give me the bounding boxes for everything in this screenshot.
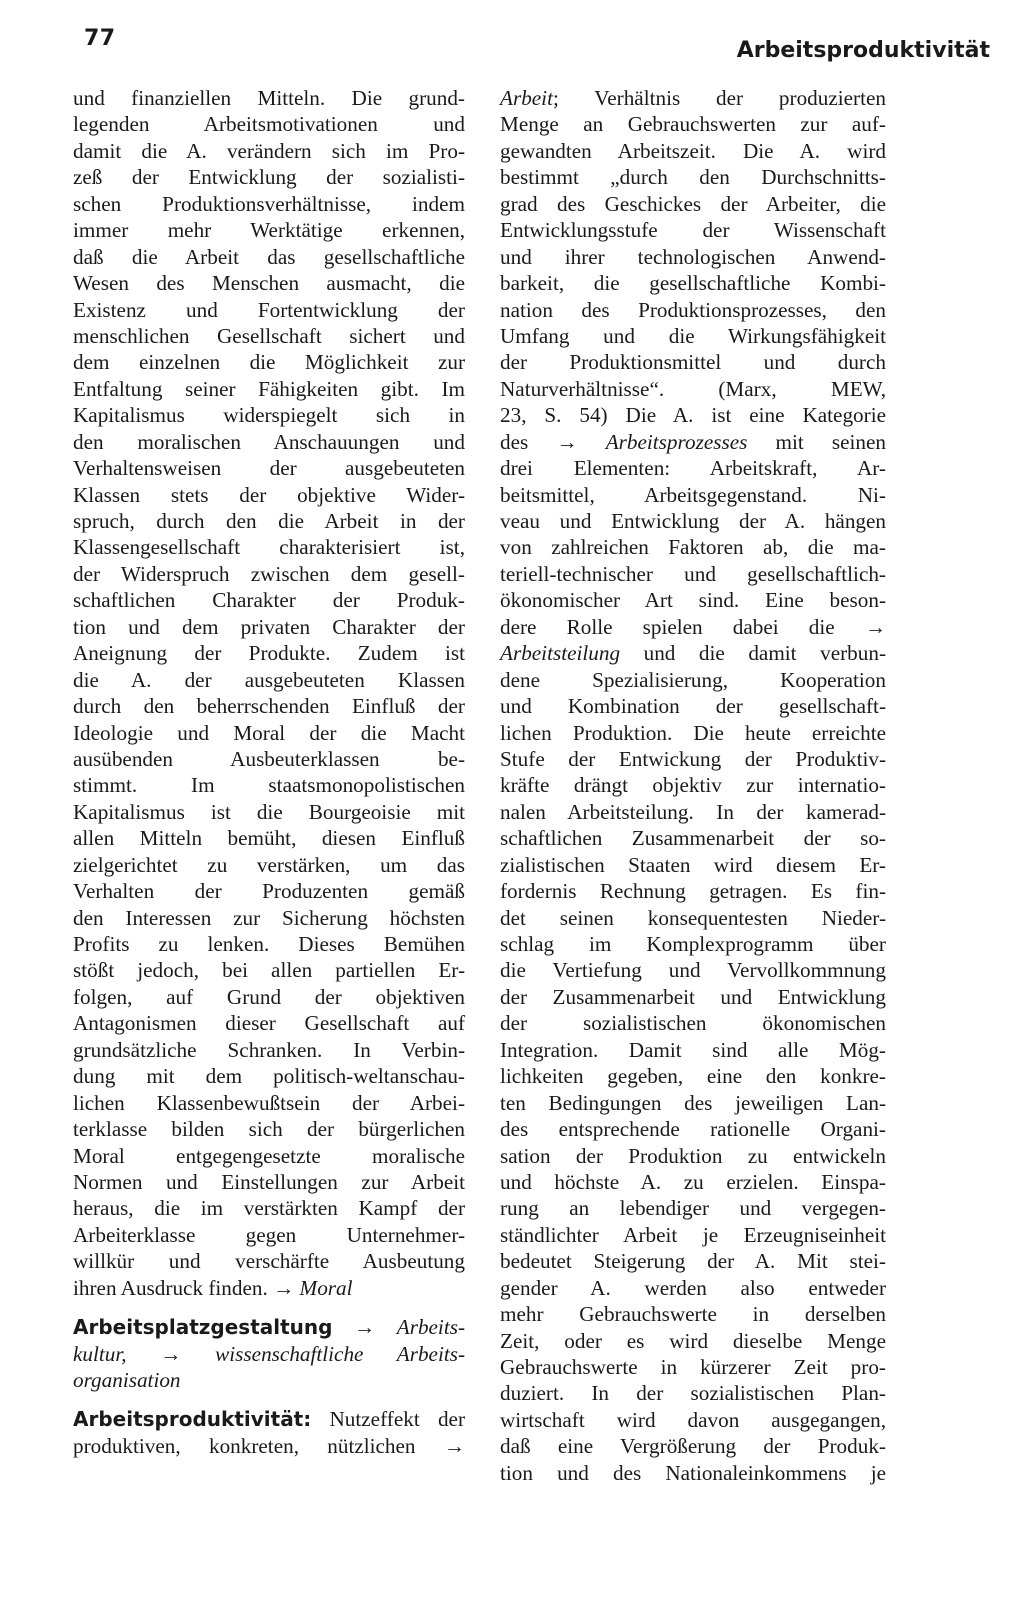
text-line: damit die A. verändern sich im Pro- — [73, 138, 465, 163]
text-line: der Produktionsmittel und durch — [500, 350, 886, 375]
text-line: Klassengesellschaft charakterisiert ist, — [73, 535, 465, 560]
text-line: mit seinen — [775, 429, 887, 454]
text-line: Entfaltung seiner Fähigkeiten gibt. Im — [73, 376, 465, 401]
text-line: Aneignung der Produkte. Zudem ist — [73, 641, 465, 666]
entry-gap — [73, 1301, 465, 1314]
arrow-icon: → — [556, 429, 578, 454]
text-line: des — [500, 429, 529, 454]
entry-heading-line — [73, 1406, 465, 1432]
text-line: gewandten Arbeitszeit. Die A. wird — [500, 138, 886, 163]
text-line: Antagonismen dieser Gesellschaft auf — [73, 1011, 465, 1036]
text-line: schen Produktionsverhältnisse, indem — [73, 191, 465, 216]
text-line: produktiven, konkreten, nützlichen — [73, 1433, 416, 1458]
text-line: stößt jedoch, bei allen partiellen Er- — [73, 958, 465, 983]
entry-term-arbeitsplatzgestaltung: Arbeitsplatzgestaltung — [73, 1315, 333, 1340]
text-line: ihren Ausdruck finden. — [73, 1275, 268, 1300]
text-line: Normen und Einstellungen zur Arbeit — [73, 1169, 465, 1194]
text-line: folgen, auf Grund der objektiven — [73, 984, 465, 1009]
text-line: Zeit, oder es wird dieselbe Menge — [500, 1328, 886, 1353]
page-number: 77 — [84, 26, 116, 51]
text-line: spruch, durch den die Arbeit in der — [73, 509, 465, 533]
text-line: durch den beherrschenden Einfluß der — [73, 694, 465, 719]
text-line: Entwicklungsstufe der Wissenschaft — [500, 218, 886, 243]
text-line: Wesen des Menschen ausmacht, die — [73, 271, 465, 296]
text-line: bedeutet Steigerung der A. Mit stei- — [500, 1249, 886, 1274]
text-line: lichen Klassenbewußtsein der Arbei- — [73, 1090, 465, 1115]
text-line: des entsprechende rationelle Organi- — [500, 1117, 886, 1142]
text-line: teriell-technischer und gesellschaftlich- — [500, 561, 886, 586]
text-line: terklasse bilden sich der bürgerlichen — [73, 1117, 465, 1142]
text-line: wirtschaft wird davon ausgegangen, — [500, 1407, 886, 1432]
left-text-block — [73, 85, 465, 1275]
text-line: mehr Gebrauchswerte in derselben — [500, 1302, 886, 1327]
cross-reference-arbeitskultur[interactable]: Arbeits- — [396, 1315, 466, 1340]
text-line: willkür und verschärfte Ausbeutung — [73, 1249, 465, 1274]
text-line: lichkeiten gegeben, eine den konkre- — [500, 1064, 886, 1089]
cross-reference-arbeitsprozess[interactable]: Arbeitsprozesses — [605, 429, 748, 454]
text-line: von zahlreichen Faktoren ab, die ma- — [500, 535, 886, 560]
arrow-icon: → — [443, 1433, 466, 1458]
text-line: daß die Arbeit das gesellschaftliche — [73, 244, 465, 269]
text-line: ökonomischer Art sind. Eine beson- — [500, 588, 886, 613]
cross-reference-arbeit[interactable]: Arbeit — [500, 86, 553, 110]
text-line: bestimmt „durch den Durchschnitts- — [500, 165, 886, 190]
right-text-block — [500, 455, 886, 614]
text-line: 23, S. 54) Die A. ist eine Kategorie — [500, 403, 886, 428]
left-column — [73, 85, 465, 1459]
text-line: immer mehr Werktätige erkennen, — [73, 218, 465, 243]
text-line: dere Rolle spielen dabei die — [500, 614, 835, 639]
text-line: Ideologie und Moral der die Macht — [73, 720, 465, 745]
text-line: drei Elementen: Arbeitskraft, Ar- — [500, 456, 886, 481]
text-line: barkeit, die gesellschaftliche Kombi- — [500, 271, 886, 296]
text-line: schlag im Komplexprogramm über — [500, 932, 886, 956]
entry-term-arbeitsproduktivitaet: Arbeitsproduktivität: — [73, 1407, 312, 1432]
text-line: menschlichen Gesellschaft sichert und — [73, 323, 465, 348]
text-line: sation der Produktion zu entwickeln — [500, 1143, 886, 1168]
text-line: Gebrauchswerte in kürzerer Zeit pro- — [500, 1355, 886, 1379]
text-line-with-ref — [500, 429, 886, 455]
text-line: beitsmittel, Arbeitsgegenstand. Ni- — [500, 482, 886, 507]
text-line: legenden Arbeitsmotivationen und — [73, 112, 465, 137]
text-line: Naturverhältnisse“. (Marx, MEW, — [500, 376, 886, 401]
text-line: Existenz und Fortentwicklung der — [73, 297, 465, 322]
text-line: der Widerspruch zwischen dem gesell- — [73, 561, 465, 586]
text-line: grundsätzliche Schranken. In Verbin- — [73, 1037, 465, 1062]
text-line: Nutzeffekt der — [329, 1407, 465, 1432]
text-line: Verhaltensweisen der ausgebeuteten — [73, 456, 465, 481]
text-line: det seinen konsequentesten Nieder- — [500, 905, 886, 930]
text-line: ten Bedingungen des jeweiligen Lan- — [500, 1090, 886, 1115]
text-line: nation des Produktionsprozesses, den — [500, 297, 886, 322]
text-line: allen Mitteln bemüht, diesen Einfluß — [73, 826, 465, 851]
entry-ref-line — [73, 1367, 465, 1393]
text-line: und höchste A. zu erzielen. Einspa- — [500, 1169, 886, 1194]
text-line: zialistischen Staaten wird diesem Er- — [500, 852, 886, 877]
text-line: nalen Arbeitsteilung. In der kamerad- — [500, 799, 886, 824]
text-line: duziert. In der sozialistischen Plan- — [500, 1381, 886, 1406]
text-line: den moralischen Anschauungen und — [73, 429, 465, 454]
text-line: tion und dem privaten Charakter der — [73, 614, 465, 639]
text-line: gender A. werden also entweder — [500, 1275, 886, 1300]
text-line: ausübenden Ausbeuterklassen be- — [73, 746, 465, 771]
text-line: Klassen stets der objektive Wider- — [73, 482, 465, 507]
text-line-with-ref — [500, 614, 886, 640]
arrow-icon: → — [864, 614, 886, 639]
text-line: fordernis Rechnung getragen. Es fin- — [500, 879, 886, 904]
entry-ref-line — [73, 1341, 465, 1367]
text-line: Integration. Damit sind alle Mög- — [500, 1037, 886, 1062]
text-line: und die damit verbun- — [643, 641, 886, 666]
arrow-icon: → — [273, 1275, 295, 1300]
text-line: dem einzelnen die Möglichkeit zur — [73, 350, 465, 375]
right-text-block — [500, 667, 886, 1487]
entry-heading-line — [73, 1314, 465, 1340]
text-line-with-ref — [73, 1433, 465, 1459]
text-line: Menge an Gebrauchswerten zur auf- — [500, 112, 886, 137]
text-line: Verhalten der Produzenten gemäß — [73, 879, 465, 904]
text-line: grad des Geschickes der Arbeiter, die — [500, 191, 886, 216]
text-line: daß eine Vergrößerung der Produk- — [500, 1434, 886, 1459]
text-line: und ihrer technologischen Anwend- — [500, 244, 886, 269]
text-line: die A. der ausgebeuteten Klassen — [73, 667, 465, 692]
text-line: stimmt. Im staatsmonopolistischen — [73, 773, 465, 798]
cross-reference-wissenschaftliche-arbeitsorganisation[interactable]: wissenschaftliche Arbeits- — [215, 1341, 466, 1366]
arrow-icon: → — [160, 1341, 182, 1366]
text-line: zeß der Entwicklung der sozialisti- — [73, 165, 465, 190]
text-line: Kapitalismus widerspiegelt sich in — [73, 403, 465, 428]
text-line: dung mit dem politisch-weltanschau- — [73, 1064, 465, 1089]
text-line: Umfang und die Wirkungsfähigkeit — [500, 323, 886, 348]
text-line: schaftlichen Zusammenarbeit der so- — [500, 826, 886, 851]
text-line: kräfte drängt objektiv zur internatio- — [500, 773, 886, 798]
entry-gap — [73, 1393, 465, 1406]
running-head: Arbeitsproduktivität — [736, 38, 990, 63]
text-line: ; Verhältnis der produzierten — [552, 86, 886, 110]
text-line: heraus, die im verstärkten Kampf der — [73, 1196, 465, 1221]
cross-reference-arbeitskultur-cont[interactable]: kultur, — [73, 1341, 127, 1366]
text-line: den Interessen zur Sicherung höchsten — [73, 905, 465, 930]
text-line: veau und Entwicklung der A. hängen — [500, 509, 886, 533]
cross-reference-arbeitsteilung[interactable]: Arbeitsteilung — [500, 641, 621, 666]
text-line: die Vertiefung und Vervollkommnung — [500, 958, 886, 983]
cross-reference-arbeitsorganisation-cont[interactable]: organisation — [73, 1368, 181, 1392]
text-line: und finanziellen Mitteln. Die grund- — [73, 86, 465, 110]
text-line: Moral entgegengesetzte moralische — [73, 1143, 465, 1168]
arrow-icon: → — [354, 1315, 376, 1340]
text-line: und Kombination der gesellschaft- — [500, 694, 886, 719]
text-line: der sozialistischen ökonomischen — [500, 1011, 886, 1036]
text-line: ständlichter Arbeit je Erzeugniseinheit — [500, 1222, 886, 1247]
text-line: rung an lebendiger und vergegen- — [500, 1196, 886, 1221]
text-line-with-ref — [500, 85, 886, 111]
text-line: lichen Produktion. Die heute erreichte — [500, 720, 886, 745]
text-line: schaftlichen Charakter der Produk- — [73, 588, 465, 613]
right-column — [500, 85, 886, 1486]
text-line: tion und des Nationaleinkommens je — [500, 1460, 886, 1485]
text-line: zielgerichtet zu verstärken, um das — [73, 852, 465, 877]
right-text-block — [500, 111, 886, 428]
text-line: dene Spezialisierung, Kooperation — [500, 667, 886, 692]
text-line-with-ref — [73, 1275, 465, 1301]
text-line: Kapitalismus ist die Bourgeoisie mit — [73, 799, 465, 824]
text-line: Arbeiterklasse gegen Unternehmer- — [73, 1222, 465, 1247]
text-line: der Zusammenarbeit und Entwicklung — [500, 984, 886, 1009]
text-line-with-ref — [500, 640, 886, 666]
text-line: Profits zu lenken. Dieses Bemühen — [73, 932, 465, 956]
text-line: Stufe der Entwickung der Produktiv- — [500, 746, 886, 771]
cross-reference-moral[interactable]: Moral — [299, 1275, 353, 1300]
